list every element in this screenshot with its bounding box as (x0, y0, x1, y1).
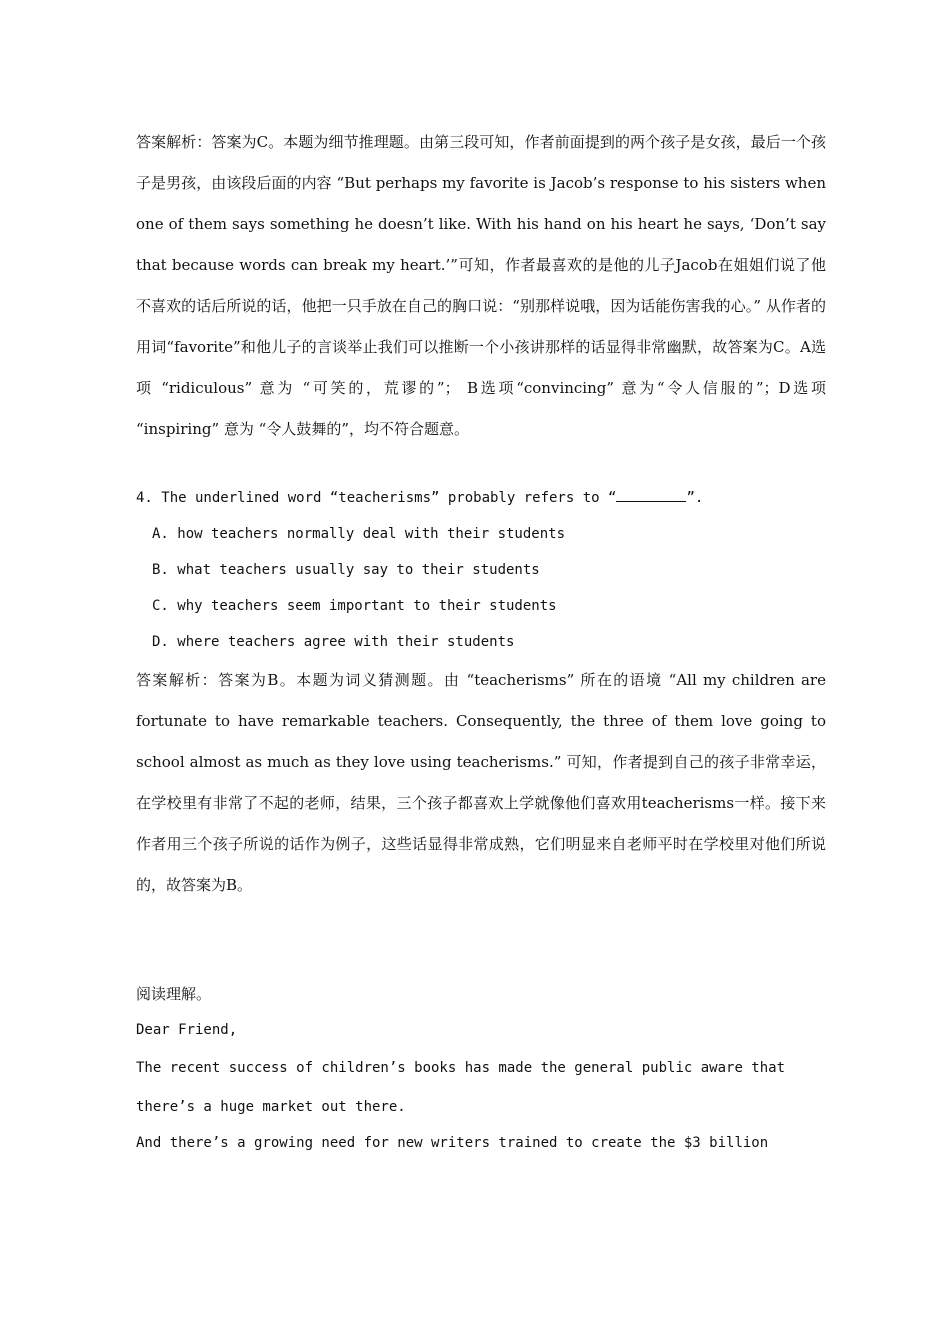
option-b: B. what teachers usually say to their students (152, 562, 540, 578)
option-d: D. where teachers agree with their students (152, 634, 515, 650)
answer-explanation-3: 答案解析：答案为C。本题为细节推理题。由第三段可知，作者前面提到的两个孩子是女孩，最后一个孩子是男孩，由该段后面的内容 “But perhaps my favorite is Jacob’s response to his sisters when one of them says something he doesn’t like. With his hand on his heart he says, ‘Don’t say that because words can break my heart.’”可知，作者最喜欢的是他的儿子Jacob在姐姐们说了他不喜欢的话后所说的话，他把一只手放在自己的胸口说：“别那样说哦，因为话能伤害我的心。” 从作者的用词“favorite”和他儿子的言谈举止我们可以推断一个小孩讲那样的话显得非常幽默，故答案为C。A选项 “ridiculous” 意为 “可笑的，荒谬的”； B选项“convincing” 意为“令人信服的”；D选项 “inspiring” 意为 “令人鼓舞的”，均不符合题意。 (136, 133, 826, 438)
question-4 (136, 480, 826, 516)
question-4-prefix: 4. The underlined word “teacherisms” probably refers to “ (136, 490, 617, 506)
option-a: A. how teachers normally deal with their students (152, 526, 566, 542)
answer-blank (616, 489, 686, 502)
salutation: Dear Friend, (136, 1022, 238, 1038)
document-page (136, 122, 826, 1161)
reading-heading: 阅读理解。 (136, 985, 212, 1003)
question-4-suffix: ”. (686, 490, 704, 506)
reading-passage (136, 976, 826, 1161)
passage-line-3: And there’s a growing need for new writers trained to create the $3 billion (136, 1135, 769, 1151)
passage-line-2: there’s a huge market out there. (136, 1099, 406, 1115)
option-c: C. why teachers seem important to their students (152, 598, 557, 614)
answer-explanation-4: 答案解析：答案为B。本题为词义猜测题。由 “teacherisms” 所在的语境 “All my children are fortunate to have remarkable teachers. Consequently, the three of them love going to school almost as much as they love using teacherisms.” 可知，作者提到自己的孩子非常幸运，在学校里有非常了不起的老师，结果，三个孩子都喜欢上学就像他们喜欢用teacherisms一样。接下来作者用三个孩子所说的话作为例子，这些话显得非常成熟，它们明显来自老师平时在学校里对他们所说的，故答案为B。 (136, 671, 826, 894)
passage-line-1: The recent success of children’s books has made the general public aware that (136, 1060, 786, 1076)
